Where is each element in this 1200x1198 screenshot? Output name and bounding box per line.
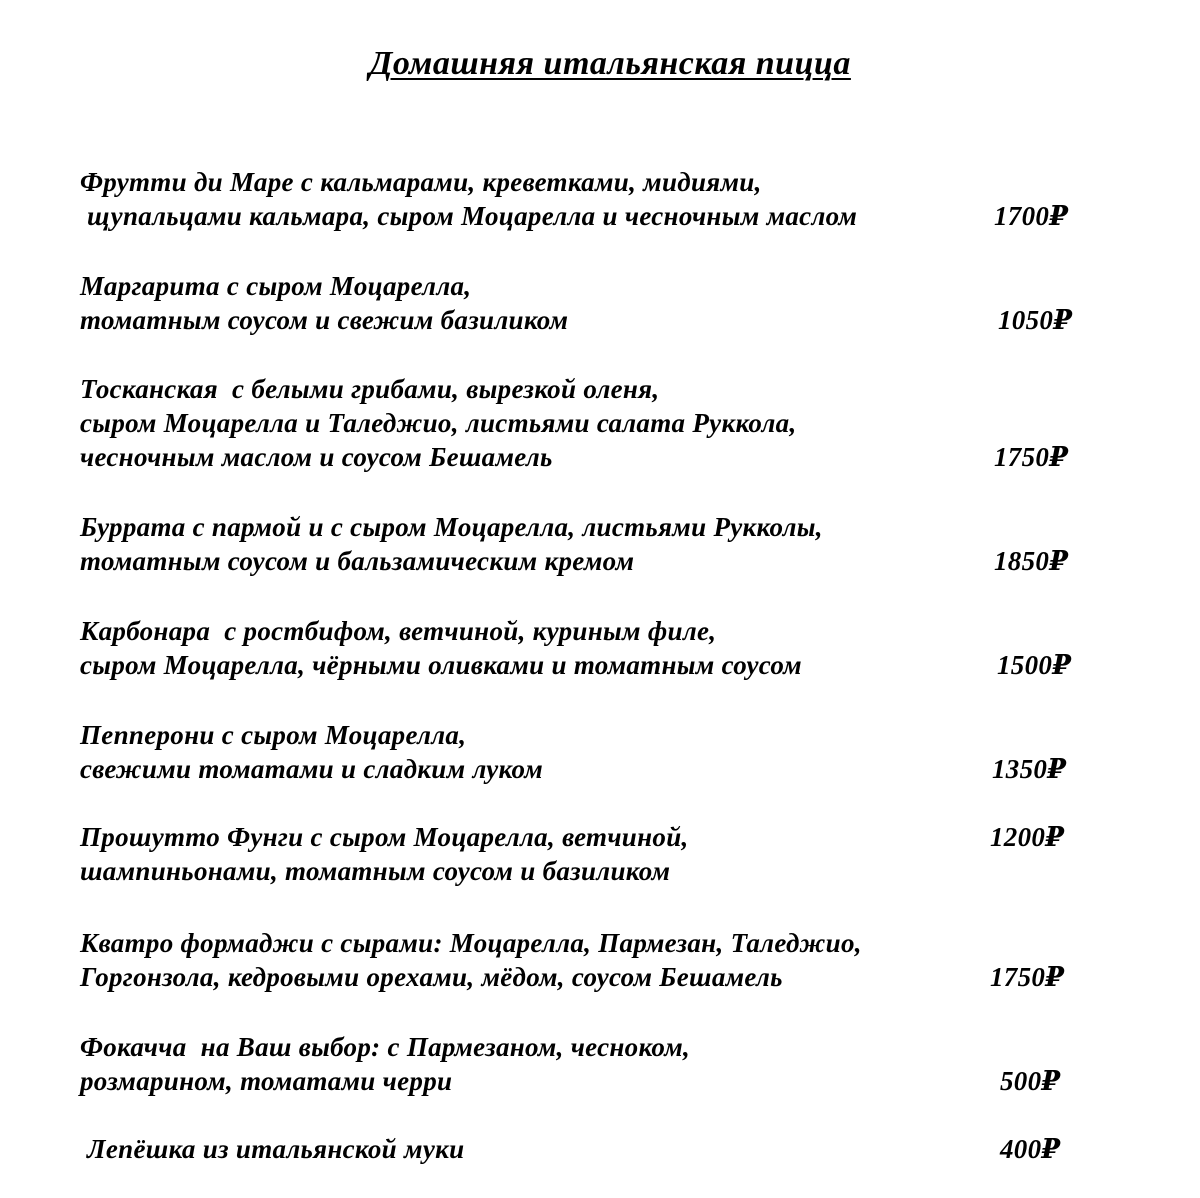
menu-item-margarita	[80, 269, 1080, 337]
menu-item-carbonara	[80, 614, 1080, 682]
menu-item-flatbread	[80, 1132, 1080, 1166]
item-price: 1700₽	[994, 201, 1069, 231]
item-description-line: Буррата с пармой и с сыром Моцарелла, листьями Рукколы,	[80, 512, 823, 542]
item-description-line: сыром Моцарелла и Таледжио, листьями салата Руккола,	[80, 408, 797, 438]
item-description-line: Тосканская с белыми грибами, вырезкой оленя,	[80, 374, 660, 404]
item-description-line: шампиньонами, томатным соусом и базиликом	[80, 856, 671, 886]
item-price: 1200₽	[990, 822, 1065, 852]
item-price: 1350₽	[992, 754, 1067, 784]
item-description-line: Прошутто Фунги с сыром Моцарелла, ветчиной,	[80, 822, 689, 852]
menu-item-prosciutto-funghi	[80, 820, 1080, 888]
item-price: 400₽	[1000, 1134, 1061, 1164]
item-description-line: Горгонзола, кедровыми орехами, мёдом, соусом Бешамель	[80, 962, 783, 992]
item-description-line: Фокачча на Ваш выбор: с Пармезаном, чесноком,	[80, 1032, 691, 1062]
item-price: 1850₽	[994, 546, 1069, 576]
menu-item-toscana	[80, 372, 1080, 474]
item-price: 1500₽	[997, 650, 1072, 680]
menu-item-burrata	[80, 510, 1080, 578]
item-description-line: томатным соусом и свежим базиликом	[80, 305, 569, 335]
item-description-line: Лепёшка из итальянской муки	[80, 1134, 465, 1164]
menu-item-frutti-di-mare	[80, 165, 1080, 233]
item-description-line: Кватро формаджи с сырами: Моцарелла, Пармезан, Таледжио,	[80, 928, 862, 958]
item-description-line: чесночным маслом и соусом Бешамель	[80, 442, 553, 472]
item-price: 500₽	[1000, 1066, 1061, 1096]
item-description-line: щупальцами кальмара, сыром Моцарелла и чесночным маслом	[80, 201, 858, 231]
menu-item-quattro-formaggi	[80, 926, 1080, 994]
item-description-line: Маргарита с сыром Моцарелла,	[80, 271, 472, 301]
item-description-line: томатным соусом и бальзамическим кремом	[80, 546, 635, 576]
item-description-line: сыром Моцарелла, чёрными оливками и томатным соусом	[80, 650, 802, 680]
menu-item-focaccia	[80, 1030, 1080, 1098]
item-price: 1750₽	[990, 962, 1065, 992]
item-description-line: свежими томатами и сладким луком	[80, 754, 544, 784]
item-description-line: розмарином, томатами черри	[80, 1066, 453, 1096]
menu-title: Домашняя итальянская пицца	[369, 45, 851, 82]
menu-item-pepperoni	[80, 718, 1080, 786]
item-price: 1750₽	[994, 442, 1069, 472]
item-description-line: Карбонара с ростбифом, ветчиной, куриным филе,	[80, 616, 717, 646]
item-description-line: Пепперони с сыром Моцарелла,	[80, 720, 467, 750]
item-description-line: Фрутти ди Маре с кальмарами, креветками, мидиями,	[80, 167, 762, 197]
item-price: 1050₽	[998, 305, 1073, 335]
